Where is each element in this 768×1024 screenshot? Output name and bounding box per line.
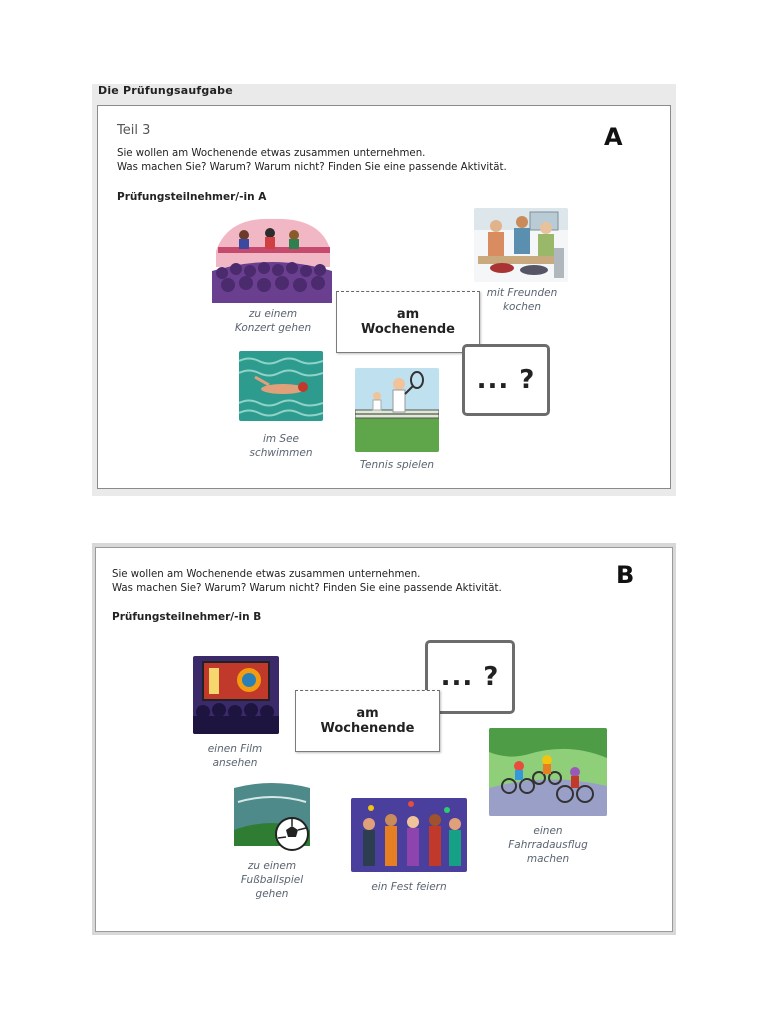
card-a-panel: [97, 105, 671, 489]
card-b-panel: [95, 547, 673, 932]
caption-line-2: Konzert gehen: [234, 322, 312, 334]
caption-line-1: zu einem: [247, 860, 297, 872]
caption-line-3: machen: [526, 853, 570, 865]
caption-line-1: ein Fest feiern: [371, 881, 447, 893]
card-letter: B: [616, 561, 635, 589]
topic-line-1: am: [356, 706, 379, 721]
section-header: Die Prüfungsaufgabe: [98, 84, 233, 97]
question-mark-text: ... ?: [440, 662, 500, 692]
card-b: [92, 543, 676, 935]
caption-line-1: zu einem: [248, 308, 298, 320]
caption-line-1: einen Film: [207, 743, 263, 755]
caption-line-2: ansehen: [212, 757, 258, 769]
instruction-line-2: Was machen Sie? Warum? Warum nicht? Finden Sie eine passende Aktivität.: [117, 162, 507, 173]
activity-caption: [346, 458, 448, 472]
activity-caption: [192, 742, 278, 770]
caption-line-3: gehen: [255, 888, 289, 900]
role-label: Prüfungsteilnehmer/-in B: [112, 611, 262, 623]
activity-caption: [238, 432, 324, 460]
activity-caption: [226, 859, 318, 901]
card-a: [92, 84, 676, 496]
topic-line-2: Wochenende: [320, 721, 415, 736]
football-picture: [230, 780, 314, 856]
caption-line-2: Fußballspiel: [240, 874, 304, 886]
caption-line-1: einen: [533, 825, 563, 837]
activity-caption: [351, 880, 467, 894]
topic-line-1: am: [396, 307, 420, 322]
card-letter: A: [604, 123, 623, 151]
instruction-line-1: Sie wollen am Wochenende etwas zusammen unternehmen.: [112, 569, 421, 580]
activity-caption: [470, 286, 574, 314]
instruction-line-1: Sie wollen am Wochenende etwas zusammen unternehmen.: [117, 148, 426, 159]
concert-picture: [208, 213, 336, 303]
cinema-picture: [193, 656, 279, 734]
role-label: Prüfungsteilnehmer/-in A: [117, 191, 267, 203]
question-mark-text: ... ?: [476, 365, 536, 395]
party-picture: [351, 798, 467, 872]
caption-line-1: im See: [262, 433, 300, 445]
activity-caption: [486, 824, 610, 866]
instruction-line-2: Was machen Sie? Warum? Warum nicht? Finden Sie eine passende Aktivität.: [112, 583, 502, 594]
other-activity-box: [462, 344, 550, 416]
topic-line-2: Wochenende: [360, 322, 456, 337]
tennis-picture: [355, 368, 439, 452]
cycling-picture: [489, 728, 607, 816]
cooking-picture: [474, 208, 568, 282]
topic-box: [336, 291, 480, 353]
caption-line-2: Fahrradausflug: [508, 839, 588, 851]
caption-line-2: schwimmen: [249, 447, 313, 459]
swimming-picture: [239, 351, 323, 421]
part-title: Teil 3: [117, 123, 151, 138]
caption-line-2: kochen: [502, 301, 542, 313]
activity-caption: [212, 307, 334, 335]
caption-line-1: Tennis spielen: [359, 459, 435, 471]
topic-box: [295, 690, 440, 752]
caption-line-1: mit Freunden: [486, 287, 558, 299]
